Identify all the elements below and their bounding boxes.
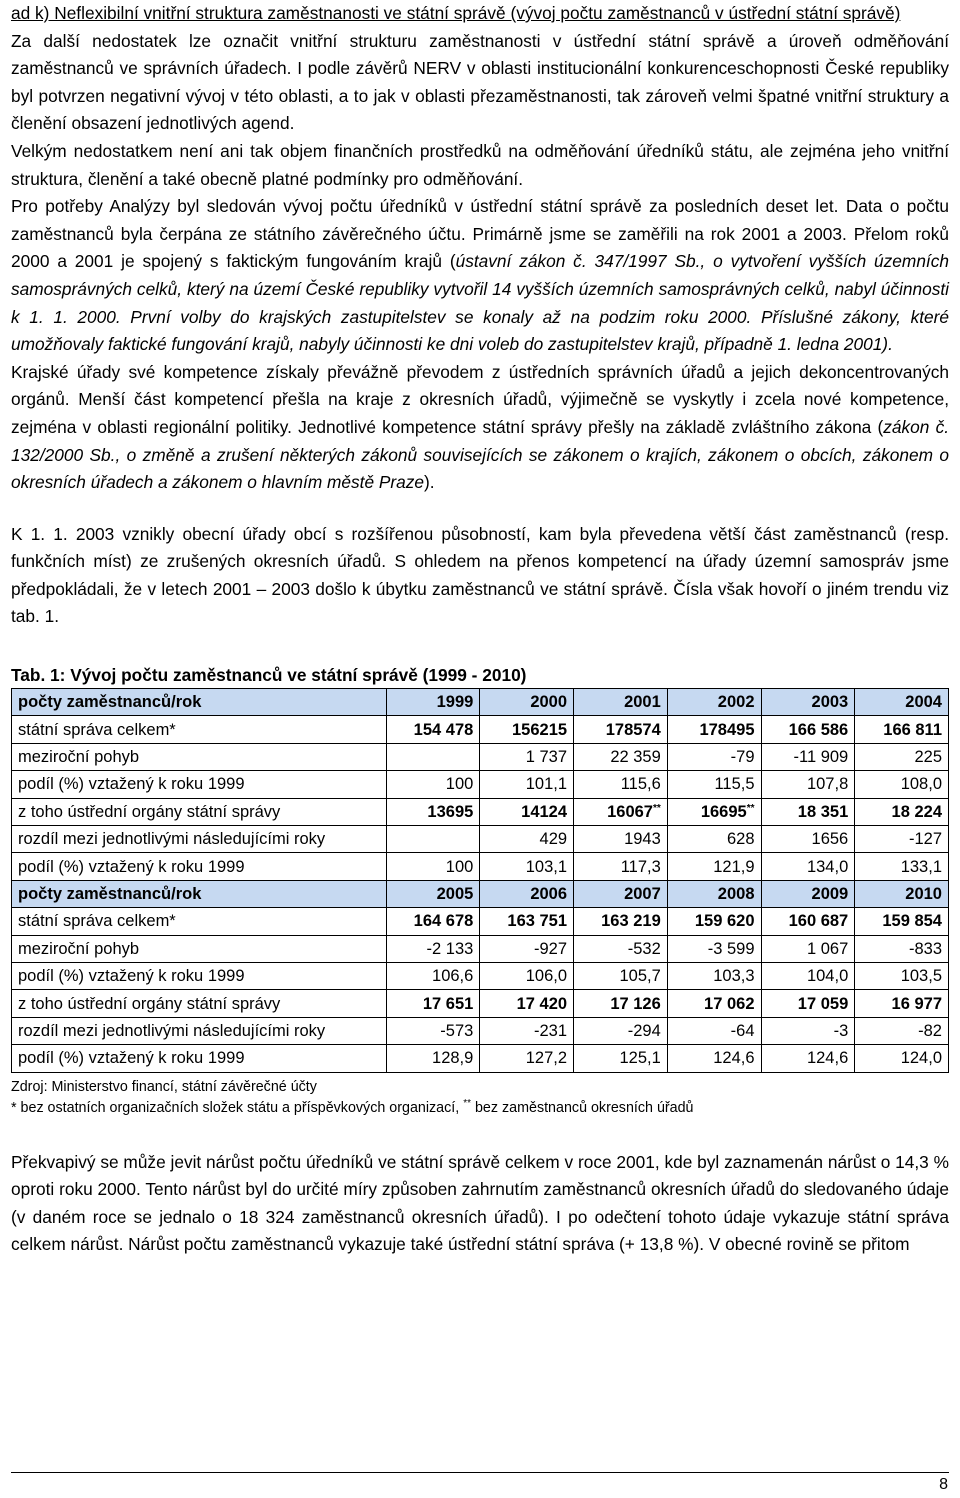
value-cell — [761, 962, 855, 989]
value-cell — [761, 771, 855, 798]
cell-value: 127,2 — [525, 1049, 568, 1068]
cell-value: 125,1 — [619, 1049, 661, 1068]
value-cell — [480, 990, 574, 1017]
cell-value: -573 — [440, 1021, 474, 1040]
cell-value: 115,6 — [620, 775, 661, 794]
footnote — [11, 1098, 949, 1119]
value-cell — [761, 716, 855, 743]
value-cell — [855, 798, 949, 825]
value-cell — [761, 990, 855, 1017]
cell-value: 225 — [914, 748, 942, 767]
cell-value: 166 811 — [883, 720, 942, 739]
row-label-cell: z toho ústřední orgány státní správy — [12, 798, 387, 825]
value-cell — [855, 962, 949, 989]
value-cell — [480, 716, 574, 743]
value-cell — [480, 1017, 574, 1044]
value-cell — [386, 908, 480, 935]
cell-value: 128,9 — [432, 1049, 474, 1068]
value-cell — [761, 908, 855, 935]
employment-table — [11, 688, 949, 1072]
table-header-row — [12, 880, 949, 907]
value-cell — [855, 990, 949, 1017]
year-header-cell: 2008 — [667, 880, 761, 907]
cell-value: -294 — [627, 1021, 661, 1040]
value-cell — [667, 853, 761, 880]
value-cell — [667, 716, 761, 743]
cell-value: -127 — [908, 830, 942, 849]
cell-value: 1943 — [624, 830, 661, 849]
value-cell — [480, 798, 574, 825]
table-row — [12, 853, 949, 880]
cell-value: 16067 — [607, 802, 653, 821]
cell-value: 17 651 — [422, 994, 474, 1013]
value-cell — [855, 826, 949, 853]
cell-value: 17 420 — [516, 994, 568, 1013]
cell-value: 13695 — [427, 802, 474, 821]
paragraph-1 — [11, 28, 949, 138]
year-header-cell: 2003 — [761, 689, 855, 716]
table-row — [12, 908, 949, 935]
paragraph-3 — [11, 193, 949, 359]
cell-value: -3 — [833, 1021, 849, 1040]
value-cell — [761, 1045, 855, 1072]
cell-value: 108,0 — [900, 775, 942, 794]
value-cell — [574, 826, 668, 853]
cell-value: 105,7 — [619, 967, 661, 986]
value-cell — [386, 743, 480, 770]
year-header-cell: 2005 — [386, 880, 480, 907]
value-cell — [480, 771, 574, 798]
value-cell — [855, 935, 949, 962]
value-cell — [480, 935, 574, 962]
value-cell — [574, 853, 668, 880]
cell-value: -3 599 — [707, 939, 755, 958]
year-header-cell: 2007 — [574, 880, 668, 907]
section-heading: ad k) Neflexibilní vnitřní struktura zaměstnanosti ve státní správě (vývoj počtu zaměstnanců v ústřední státní správě) — [11, 3, 901, 23]
value-cell — [855, 1045, 949, 1072]
value-cell — [667, 962, 761, 989]
table-row — [12, 935, 949, 962]
paragraph-4-text-a: Krajské úřady své kompetence získaly převážně převodem z ústředních správních úřadů a jejich dekoncentrovaných orgánů. Menší část kompetencí přešla na kraje z okresních úřadů, výjimečně se vyskytly i zcela nové kompetence, zejména v oblasti regionální politiky. Jednotlivé kompetence státní správy přešly na základě zvláštního zákona ( — [11, 361, 949, 437]
cell-footnote-mark: ** — [652, 802, 661, 814]
value-cell — [480, 1045, 574, 1072]
value-cell — [386, 798, 480, 825]
cell-value: -927 — [534, 939, 568, 958]
cell-value: 117,3 — [620, 857, 661, 876]
footnote-sup: ** — [463, 1097, 471, 1109]
cell-value: 429 — [539, 830, 568, 849]
value-cell — [855, 771, 949, 798]
cell-value: 14124 — [521, 802, 568, 821]
paragraph-3-law-ref: ústavní zákon č. 347/1997 Sb. — [455, 251, 701, 272]
cell-value: 107,8 — [806, 775, 849, 794]
footnote-text-a: * bez ostatních organizačních složek státu a příspěvkových organizací, — [11, 1099, 464, 1116]
value-cell — [667, 908, 761, 935]
row-label-cell: státní správa celkem* — [12, 716, 387, 743]
row-label-cell: meziroční pohyb — [12, 743, 387, 770]
cell-value: 163 751 — [507, 912, 568, 931]
cell-value: 103,1 — [525, 857, 568, 876]
paragraph-4-text-c: , o změně a zrušení některých zákonů souvisejících se zákonem o krajích, zákonem o obcích, zákonem o okresních úřadech a zákonem o hlavním městě Praze — [11, 444, 949, 493]
table-row — [12, 990, 949, 1017]
table-row — [12, 962, 949, 989]
year-header-cell: 1999 — [386, 689, 480, 716]
value-cell — [386, 853, 480, 880]
value-cell — [480, 962, 574, 989]
value-cell — [667, 1045, 761, 1072]
cell-value: 124,6 — [806, 1049, 849, 1068]
table-row — [12, 1045, 949, 1072]
value-cell — [574, 962, 668, 989]
cell-value: 103,5 — [900, 967, 942, 986]
paragraph-4-text-d: ). — [424, 472, 435, 493]
year-header-cell: 2001 — [574, 689, 668, 716]
cell-value: -82 — [918, 1021, 942, 1040]
value-cell — [761, 743, 855, 770]
table-notes — [11, 1077, 949, 1119]
value-cell — [386, 1017, 480, 1044]
cell-value: 124,6 — [713, 1049, 755, 1068]
paragraph-2: Velkým nedostatkem není ani tak objem finančních prostředků na odměňování úředníků státu, ale zejména jeho vnitřní struktura, členění a také obecně platné podmínky pro odměňování. — [11, 140, 949, 189]
cell-value: -64 — [730, 1021, 755, 1040]
row-label-cell: z toho ústřední orgány státní správy — [12, 990, 387, 1017]
cell-value: 160 687 — [788, 912, 849, 931]
value-cell — [667, 743, 761, 770]
row-label-cell: státní správa celkem* — [12, 908, 387, 935]
row-label-cell: podíl (%) vztažený k roku 1999 — [12, 771, 387, 798]
cell-value: 163 219 — [601, 912, 661, 931]
cell-value: -833 — [908, 939, 942, 958]
value-cell — [667, 935, 761, 962]
value-cell — [855, 1017, 949, 1044]
cell-footnote-mark: ** — [746, 802, 755, 814]
value-cell — [386, 826, 480, 853]
value-cell — [386, 962, 480, 989]
value-cell — [761, 826, 855, 853]
row-label-cell: podíl (%) vztažený k roku 1999 — [12, 853, 387, 880]
cell-value: 104,0 — [806, 967, 849, 986]
cell-value: -11 909 — [793, 748, 849, 767]
cell-value: 159 854 — [882, 912, 942, 931]
cell-value: 124,0 — [900, 1049, 942, 1068]
paragraph-1-text: Za další nedostatek lze označit vnitřní strukturu zaměstnanosti v ústřední státní správě a úroveň odměňování zaměstnanců ve správních úřadech. I podle závěrů NERV v oblasti institucionální konkurenceschopnosti České republiky byl potvrzen negativní vývoj v této oblasti, a to jak v oblasti přezaměstnanosti, tak zároveň velmi špatné vnitřní struktury a členění obsazení jednotlivých agend. — [11, 30, 949, 134]
value-cell — [386, 771, 480, 798]
page-number: 8 — [939, 1476, 948, 1493]
table-row — [12, 716, 949, 743]
document-page — [11, 0, 949, 1259]
paragraph-5: K 1. 1. 2003 vznikly obecní úřady obcí s rozšířenou působností, kam byla převedena větší část zaměstnanců (resp. funkčních míst) ze zrušených okresních úřadů. S ohledem na přenos kompetencí na úřady územní samospráv jsme předpokládali, že v letech 2001 – 2003 došlo k úbytku zaměstnanců ve státní správě. Čísla však hovoří o jiném trendu viz tab. 1. — [11, 523, 949, 627]
table-row — [12, 743, 949, 770]
cell-value: 16695 — [700, 802, 747, 821]
cell-value: 121,9 — [713, 857, 755, 876]
cell-value: 106,0 — [525, 967, 568, 986]
value-cell — [667, 798, 761, 825]
header-label-cell: počty zaměstnanců/rok — [12, 689, 387, 716]
year-header-cell: 2004 — [855, 689, 949, 716]
cell-value: 18 224 — [891, 802, 942, 821]
table-row — [12, 798, 949, 825]
cell-value: 18 351 — [797, 802, 849, 821]
value-cell — [667, 990, 761, 1017]
value-cell — [386, 716, 480, 743]
value-cell — [480, 908, 574, 935]
cell-value: 1656 — [811, 830, 849, 849]
cell-value: 100 — [445, 775, 474, 794]
value-cell — [855, 743, 949, 770]
row-label-cell: meziroční pohyb — [12, 935, 387, 962]
cell-value: 106,6 — [432, 967, 474, 986]
cell-value: 22 359 — [610, 748, 661, 767]
cell-value: 100 — [445, 857, 474, 876]
cell-value: 115,5 — [714, 775, 755, 794]
header-label-cell: počty zaměstnanců/rok — [12, 880, 387, 907]
value-cell — [574, 1017, 668, 1044]
cell-value: 133,1 — [900, 857, 942, 876]
value-cell — [761, 935, 855, 962]
cell-value: 178495 — [699, 720, 755, 739]
cell-value: -79 — [730, 748, 755, 767]
cell-value: 101,1 — [525, 775, 568, 794]
table-row — [12, 826, 949, 853]
value-cell — [574, 1045, 668, 1072]
paragraph-4-law-ref: zákon č. 132/2000 Sb. — [11, 416, 950, 465]
year-header-cell: 2002 — [667, 689, 761, 716]
cell-value: 17 062 — [704, 994, 755, 1013]
row-label-cell: rozdíl mezi jednotlivými následujícími roky — [12, 826, 387, 853]
value-cell — [761, 1017, 855, 1044]
source-note: Zdroj: Ministerstvo financí, státní závěrečné účty — [11, 1078, 317, 1095]
cell-value: 156215 — [511, 720, 568, 739]
table-row — [12, 1017, 949, 1044]
value-cell — [574, 798, 668, 825]
cell-value: 103,3 — [713, 967, 755, 986]
value-cell — [574, 908, 668, 935]
value-cell — [480, 826, 574, 853]
value-cell — [386, 990, 480, 1017]
table-title: Tab. 1: Vývoj počtu zaměstnanců ve státní správě (1999 - 2010) — [11, 665, 527, 686]
table-row — [12, 771, 949, 798]
value-cell — [761, 798, 855, 825]
value-cell — [480, 853, 574, 880]
value-cell — [386, 935, 480, 962]
value-cell — [574, 743, 668, 770]
paragraph-3-text-c: , o vytvoření vyšších územních samosprávných celků, který na území České republiky vytvořil 14 vyšších územních samosprávných celků, nabyl účinnosti k 1. 1. 2000. První volby do krajských zastupitelstev se konaly až na podzim roku 2000. Příslušné zákony, které umožňovaly faktické fungování krajů, nabyly účinnosti ke dni voleb do zastupitelstev krajů, případně 1. ledna 2001). — [11, 251, 949, 355]
cell-value: -231 — [534, 1021, 568, 1040]
year-header-cell: 2006 — [480, 880, 574, 907]
paragraph-4 — [11, 359, 949, 497]
year-header-cell: 2010 — [855, 880, 949, 907]
value-cell — [574, 935, 668, 962]
table-header-row — [12, 689, 949, 716]
year-header-cell: 2009 — [761, 880, 855, 907]
row-label-cell: rozdíl mezi jednotlivými následujícími roky — [12, 1017, 387, 1044]
cell-value: 628 — [726, 830, 755, 849]
paragraph-3-text-a: Pro potřeby Analýzy byl sledován vývoj počtu úředníků v ústřední státní správě za posledních deset let. Data o počtu zaměstnanců byla čerpána ze státního závěrečného účtu. Primárně jsme se zaměřili na rok 2001 a 2003. Přelom roků 2000 a 2001 je spojený s faktickým fungováním krajů ( — [11, 196, 949, 272]
footnote-text-b: bez zaměstnanců okresních úřadů — [470, 1099, 694, 1116]
value-cell — [574, 771, 668, 798]
value-cell — [480, 743, 574, 770]
cell-value: 17 126 — [610, 994, 661, 1013]
value-cell — [855, 908, 949, 935]
cell-value: 1 737 — [525, 748, 568, 767]
cell-value: 134,0 — [806, 857, 849, 876]
cell-value: -2 133 — [426, 939, 474, 958]
footer-rule — [11, 1472, 949, 1473]
cell-value: -532 — [627, 939, 661, 958]
cell-value: 17 059 — [797, 994, 849, 1013]
cell-value: 154 478 — [413, 720, 474, 739]
cell-value: 166 586 — [788, 720, 849, 739]
value-cell — [574, 716, 668, 743]
cell-value: 1 067 — [806, 939, 849, 958]
value-cell — [667, 1017, 761, 1044]
row-label-cell: podíl (%) vztažený k roku 1999 — [12, 962, 387, 989]
cell-value: 178574 — [605, 720, 661, 739]
value-cell — [386, 1045, 480, 1072]
value-cell — [855, 853, 949, 880]
value-cell — [667, 826, 761, 853]
cell-value: 159 620 — [694, 912, 755, 931]
value-cell — [574, 990, 668, 1017]
value-cell — [761, 853, 855, 880]
cell-value: 164 678 — [413, 912, 474, 931]
value-cell — [667, 771, 761, 798]
year-header-cell: 2000 — [480, 689, 574, 716]
cell-value: 16 977 — [891, 994, 942, 1013]
row-label-cell: podíl (%) vztažený k roku 1999 — [12, 1045, 387, 1072]
paragraph-6: Překvapivý se může jevit nárůst počtu úředníků ve státní správě celkem v roce 2001, kde byl zaznamenán nárůst o 14,3 % oproti roku 2000. Tento nárůst byl do určité míry způsoben zahrnutím zaměstnanců okresních úřadů do sledovaného údaje (v daném roce se jednalo o 18 324 zaměstnanců okresních úřadů). I po odečtení tohoto údaje vykazuje státní správa celkem nárůst. Nárůst počtu zaměstnanců vykazuje také ústřední státní správa (+ 13,8 %). V obecné rovině se přitom — [11, 1151, 949, 1255]
value-cell — [855, 716, 949, 743]
